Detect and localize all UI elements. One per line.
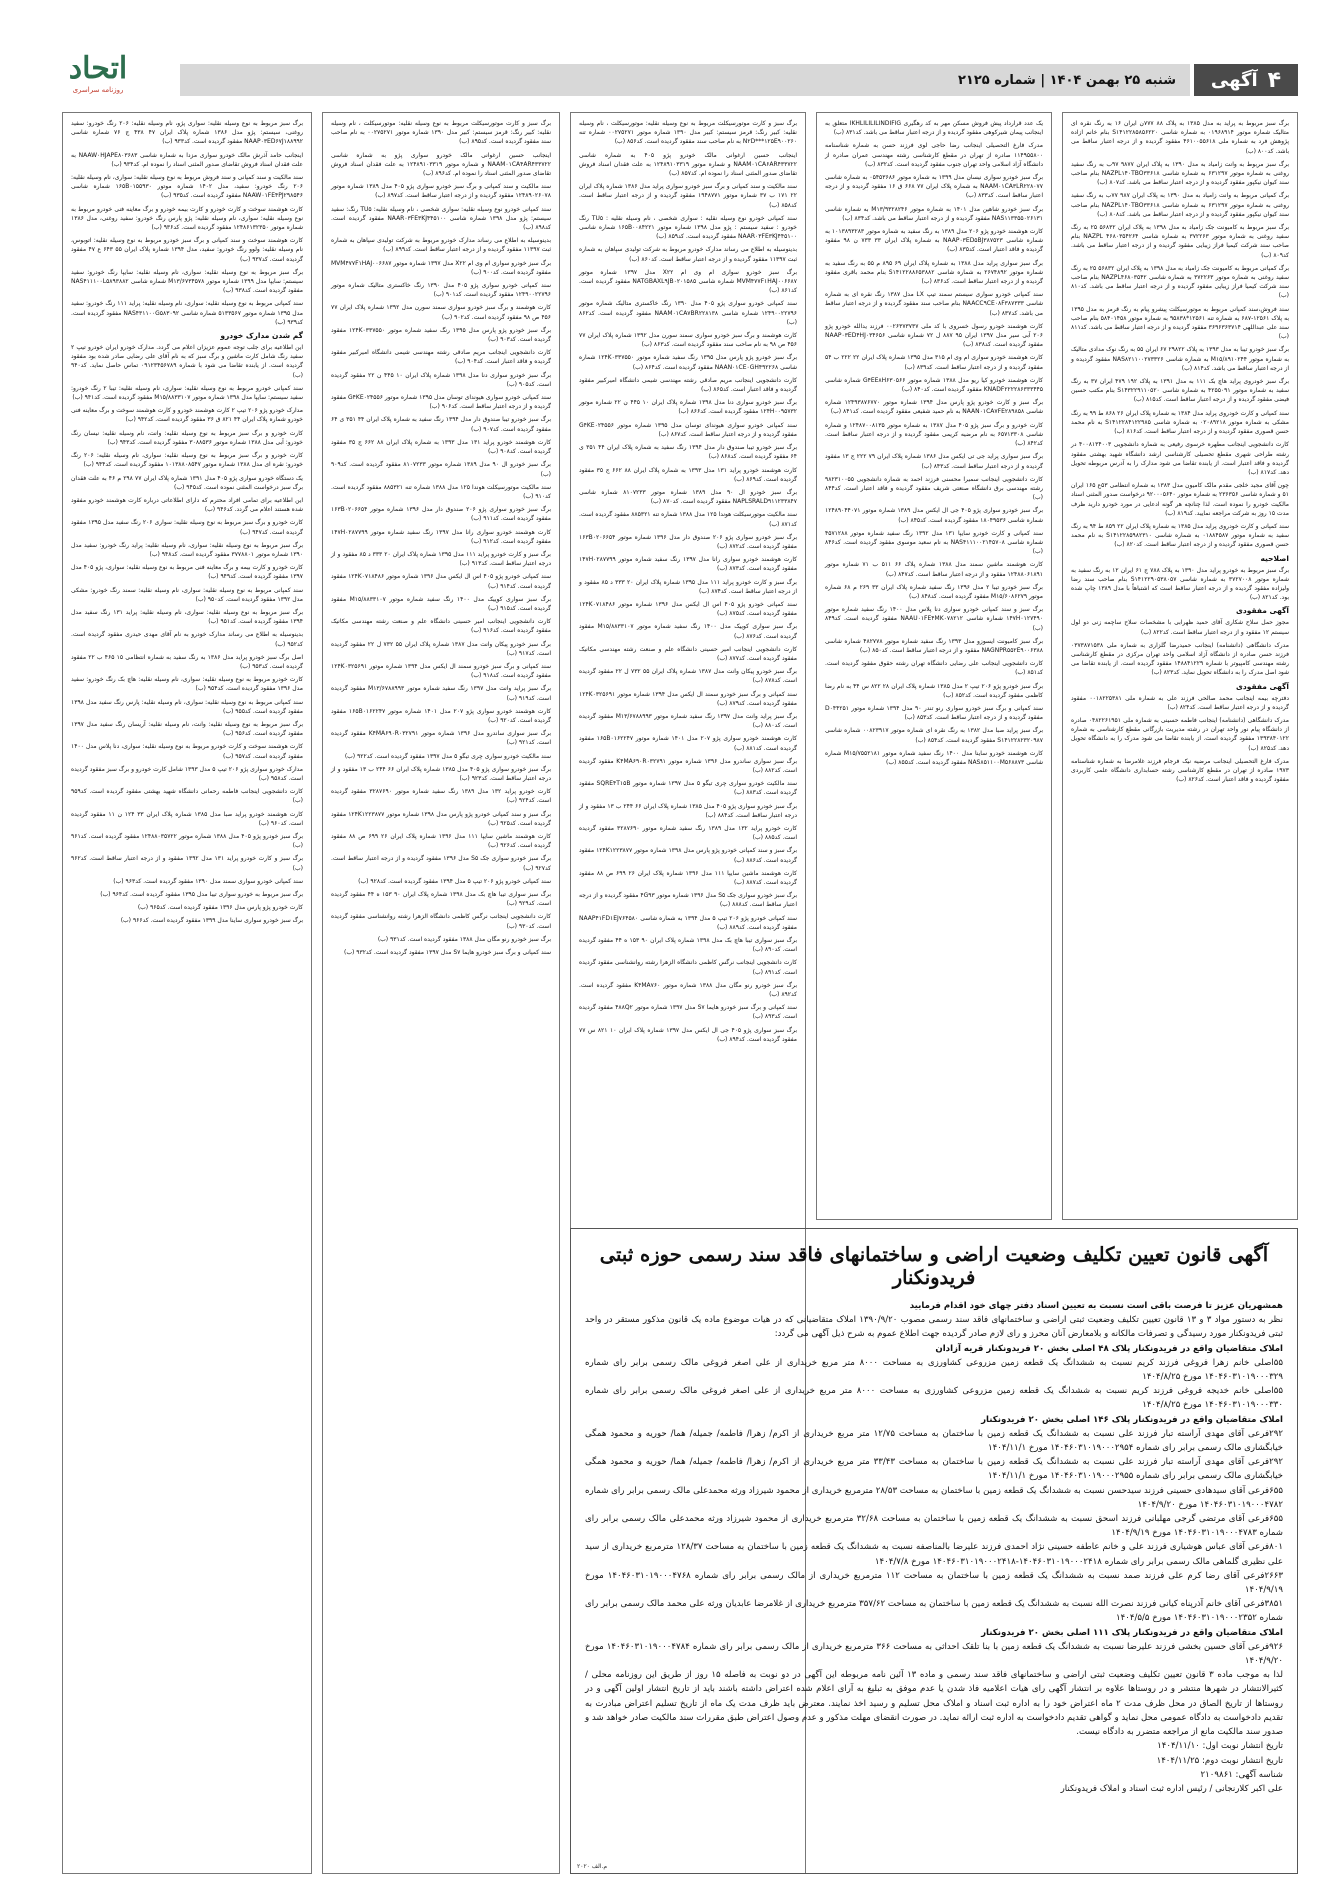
- classified-ad: برگ کمپانی مربوط به کامیونت جک زامیاد به مدل ۱۳۹۸ به پلاک ایران ۵۶۸۳۲ ۲۵ به رنگ سفید روغنی به شماره موتور ۳۷۲۲۶۳ به شماره شاسی NAZPL۴۶۸۰۳۵۴۲ بنام صاحب سند شرکت کیمیا فراز زیبایی مفقود گردیده و از درجه اعتبار ساقط می باشد. کد۸۱۰ (ب): [1071, 264, 1290, 300]
- classified-ad: سند کمپانی خودرو پژو ۴۰۵ اس ال ایکس مدل ۱۳۹۶ شماره موتور ۱۲۴K۰۷۱۸۴۸۶ مفقود گردیده است. کد۸۷۵ (ب): [579, 600, 797, 618]
- classified-ad: سند مالکیت موتورسیکلت هوندا ۱۲۵ مدل ۱۳۸۸ شماره تنه ۸۸۵۳۲۱ مفقود گردیده است. کد۹۱۰ (ب): [331, 483, 552, 500]
- classified-ad: برگ سبز سواری ساندرو مدل ۱۳۹۶ شماره موتور K۴MA۶۹۰R۰۳۲۷۹۱ مفقود گردیده است. کد۸۸۲ (ب): [579, 757, 797, 774]
- legal-notice-line: املاک متقاضیان واقع در فریدونکنار پلاک ۱۱۱ اصلی بخش ۲۰ فریدونکنار: [981, 1627, 1283, 1638]
- classified-ad: سند مالکیت موتورسیکلت هوندا ۱۲۵ مدل ۱۳۸۸ شماره تنه ۸۸۵۳۲۱ مفقود گردیده است. کد۸۷۱ (ب): [579, 511, 797, 528]
- classified-ad: کارت هوشمند خودرو پراید ۱۳۱ مدل ۱۳۹۳ به شماره پلاک ایران ۸۸ ۶۶۲ ج ۳۵ مفقود گردیده است. کد۹۰۸ (ب): [331, 438, 551, 456]
- ad-heading: گم شدن مدارک خودرو: [220, 331, 303, 341]
- classified-ad: یک عدد قرارداد پیش فروش مسکن مهر به کد رهگیری IKHLILILILINDIFIG متعلق به اینجانب پیمان شیرکوهی مفقود گردیده و از درجه اعتبار ساقط می باشد. کد۸۳۱ (ب): [825, 120, 1043, 137]
- classified-ad: کارت هوشمند و برگ سبز خودرو سواری سمند سورن مدل ۱۳۹۲ شماره پلاک ایران ۷۷ ۴۵۶ ص ۹۸ به نام صاحب سند مفقود گردیده است. کد۸۶۳ (ب): [579, 332, 797, 349]
- classified-ad: برگ سبز خودرو پیکان وانت مدل ۱۳۸۷ شماره پلاک ایران ۵۵ ۷۳۲ ل ۲۲ مفقود گردیده است. کد۸۷۸ (ب): [579, 668, 797, 685]
- classified-ad: اینجانب حسین ارغوانی مالک خودرو سواری پژو به شماره شاسی NAAM۰۱CA۴AR۴۳۳۷۲۲ و شماره موتور ۱۲۴۸۹۱۰۳۳۱۹ به علت فقدان اسناد فروش تقاضای صدور المثنی اسناد را نموده ام. کد۸۹۶ (ب): [331, 151, 551, 178]
- classified-ad: برگ سبز خودرو سواری پژو ۴۰۵ جی ال ایکس مدل ۱۳۸۹ شماره موتور ۱۲۴۸۹۰۴۴۰۷۱ شماره شاسی ۱۸۰۴۹۵۳۶ مفقود گردیده است. کد۸۴۵ (ب): [825, 507, 1044, 524]
- page-number-block: [1194, 64, 1298, 96]
- classified-ad: کارت خودرو پراید ۱۳۲ مدل ۱۳۸۹ رنگ سفید شماره موتور ۳۲۸۷۶۹۰ مفقود گردیده است. کد۹۲۴ (ب): [331, 788, 552, 805]
- classified-ad: یک دستگاه خودرو سواری پژو ۴۰۵ مدل ۱۳۹۱ شماره پلاک ایران ۷۷ ۲۹۸ م ۴۶ به علت فقدان برگ سبز درخواست المثنی نموده است. کد۹۴۵ (ب): [71, 474, 303, 491]
- classified-ad: برگ سبز خودرو سواری ام وی ام X۲۲ مدل ۱۳۹۷ شماره موتور MVM۴۷۷F۱HAJ۰۰۶۶۸۷ شماره شاسی NATGBAXL۹JB۰۲۰۱۵۸۵ مفقود گردیده است. کد۸۶۱ (ب): [579, 268, 797, 295]
- classified-ad: برگ سبز مربوط به کامیونت جک زامیاد به مدل ۱۳۹۸ به پلاک ایران ۵۶۸۳۲ ۲۵ به رنگ سفید روغنی به شماره موتور ۳۷۲۲۶۳ به شماره شاسی ۴۶۸۰۳۵۴۲۶۴ NAZPL بنام صاحب سند شرکت کیمیا فراز زیبایی مفقود گردیده و از درجه اعتبار ساقط می باشد. کد۸۰۹ (ب): [1071, 224, 1289, 259]
- classified-ad: برگ سبز سواری پراید مدل ۱۳۸۸ به شماره پلاک ایران ۶۹ ۸۹۵ م ۵۵ به رنگ سفید به شماره موتور ۲۶۷۴۸۹۲ به شماره شاسی S۱۴۱۲۲۸۸۶۵۳۸۸۲ بنام محمد باقری مفقود گردیده و از درجه اعتبار ساقط است. کد۸۳۶ (ب): [825, 259, 1043, 286]
- classified-ad: برگ سبز و سند کمپانی خودرو سواری دنا پلاس مدل ۱۴۰۰ رنگ سفید شماره موتور ۱۴۷H۰۱۲۷۴۹۰ شماره شاسی NAAU۰۱FE۴MK۰۷۸۲۱۲ مفقود گردیده است. کد۸۴۹ (ب): [825, 606, 1043, 632]
- classified-ad: برگ سبز و کارت خودرو پژو پارس مدل ۱۳۹۴ شماره موتور ۱۲۴۹۳۸۷۶۷۷۰ شماره شاسی NAAN۰۱CA۷FE۲۸۹۸۵۸ به نام حمید شفیعی مفقود گردیده است. کد۸۴۱ (ب): [825, 399, 1043, 416]
- classified-ad: سند کمپانی و برگ سبز خودرو هایما S۷ مدل ۱۳۹۷ مفقود گردیده است. کد۹۳۲ (ب): [344, 949, 551, 957]
- legal-notice-line: نظر به دستور مواد ۳ و ۱۳ قانون تعیین تکلیف وضعیت ثبتی اراضی و ساختمانهای فاقد سند رسمی مصوب ۱۳۹۰/۹/۲۰ املاک متقاضیانی که در هیات موضوع ماده یک قانون مذکور مستقر در واحد ثبتی فریدونکنار مورد رسیدگی و تصرفات مالکانه و بلامعارض آنان محرز و رای لازم صادر گردیده جهت اطلاع عموم به شرح ذیل آگهی می گردد:: [585, 1315, 1284, 1340]
- classified-ad: کارت هوشمند خودرو سواری رانا مدل ۱۳۹۷ رنگ سفید شماره موتور ۱۴۷H۰۲۸۷۷۹۹ مفقود گردیده است. کد۸۷۳ (ب): [579, 556, 798, 573]
- classified-ad: کارت هوشمند ماشین سایپا ۱۱۱ مدل ۱۳۹۶ شماره پلاک ایران ۲۶ ۶۹۹ ص ۸۸ مفقود گردیده است. کد۹۲۶ (ب): [331, 833, 551, 850]
- classified-ad: کارت دانشجویی اینجانب مریم صادقی رشته مهندسی شیمی دانشگاه امیرکبیر مفقود گردیده و فاقد اعتبار است. کد۸۶۵ (ب): [579, 376, 797, 394]
- classified-ad: برگ سبز مربوط به نوع وسیله نقلیه: سواری، نام وسیله نقلیه: پراید رنگ خودرو: سفید مدل ۱۳۹۰ شماره موتور ۳۷۷۸۸۰۱ مفقود گردیده است. کد۹۴۸ (ب): [71, 541, 303, 558]
- classified-ad: مدرک دانشگاهی (دانشنامه) اینجانب فاطمه حسینی به شماره ملی ۰۴۸۲۲۶۱۹۵۱ صادره از دانشگاه پیام نور واحد تهران در رشته مدیریت بازرگانی مقطع کارشناسی به شماره ۱۳۹۳۸۴۰۱۲۲ مفقود گردیده است. از یابنده تقاضا می شود مدرک را به دانشگاه تحویل دهد. کد۸۲۵ (ب): [1071, 716, 1290, 752]
- classified-ad: برگ سبز پراید وانت مدل ۱۳۹۷ رنگ سفید شماره موتور M۱۳/۶۷۸۸۹۹۳ مفقود گردیده است. کد۹۱۹ (ب): [331, 685, 552, 702]
- classified-ad: برگ سبز سواری ساندرو مدل ۱۳۹۶ شماره موتور K۴MA۶۹۰R۰۳۲۷۹۱ مفقود گردیده است. کد۹۲۱ (ب): [331, 730, 551, 747]
- classified-ad: کارت دانشجویی اینجانب امیر حسینی دانشگاه علم و صنعت رشته مهندسی مکانیک مفقود گردیده است. کد۸۷۷ (ب): [579, 645, 797, 662]
- classified-ad: برگ سبز خودرو رنو مگان مدل ۱۳۸۸ شماره موتور K۴MA۷۶۰ مفقود گردیده است. کد۸۹۲ (ب): [579, 981, 797, 999]
- classified-ad: برگ سبز خودرو سواری پژو ۲۰۶ صندوق دار مدل ۱۳۹۶ شماره موتور ۱۶۳B۰۲۰۶۶۵۴ مفقود گردیده است. کد۹۱۱ (ب): [331, 506, 552, 523]
- classified-ad: کارت دانشجویی اینجانب سمیرا محسنی فرزند احمد به شماره دانشجویی ۹۸۲۳۱۰۰۵۵ رشته مهندسی برق دانشگاه صنعتی شریف مفقود گردیده و فاقد اعتبار است. کد۸۴۴ (ب): [825, 475, 1043, 502]
- classified-ad: برگ سبز مربوط به خودرو پراید مدل ۱۳۹۰ به پلاک ۷۸۸ ج ۶۱ ایران ۱۲ به رنگ سفید به شماره موتور ۳۷۲۷۰۰۸ به شماره شاسی S۱۴۱۲۲۹۰۵۳۸۰۵۷ بنام صاحب سند رضا ولیزاده مفقود گردیده و از درجه اعتبار ساقط است که اشتباهاً با مدل ۱۳۸۹ چاپ شده بود. کد۸۲۱ (ب): [1071, 566, 1290, 602]
- classified-ad: کارت خودرو و برگ سبز پژو ۴۰۵ مدل ۱۳۸۷ به شماره موتور ۱۲۴۸۷۰۰۸۱۳۵ و شماره شاسی ۶۵۷۱۳۳۰۸ به نام مرضیه کریمی مفقود گردیده و از درجه اعتبار ساقط است. کد۸۴۲ (ب): [825, 421, 1043, 448]
- legal-notice-line: ۲۹۲فرعی آقای مهدی آراسته تبار فرزند علی نسبت به ششدانگ یک قطعه زمین با ساختمان به مساحت ۳۳/۴۳ متر مربع خریداری از اکرم/ زهرا/ فاطمه/ جمیله/ هما/ حوریه و محمود همگی خیابگشاری مالک رسمی برابر رای شماره ۱۴۰۴۶۰۳۱۰۱۹۰۰۰۲۹۵۵ مورخ ۱۴۰۴/۱۱/۱: [585, 1457, 1283, 1482]
- classified-ad: برگ سبز مربوط به نوع وسیله نقلیه: سواری پژو، نام وسیله نقلیه: ۲۰۶ رنگ خودرو: سفید روغنی، سیستم: پژو مدل ۱۳۸۶ شماره پلاک ایران ۴۷ ۴۳۸ ج ۷۶ شماره شاسی NAAP۰۳ED۶۷J۱۸۸۹۹۲ مفقود گردیده است. کد۹۳۳ (ب): [71, 120, 303, 146]
- classified-ad: کارت هوشمند سوخت و کارت خودرو مربوط به نوع وسیله نقلیه: سواری، دنا پلاس مدل ۱۴۰۰ مفقود گردیده است. کد۹۵۷ (ب): [71, 743, 303, 760]
- classified-ad: کارت خودرو و برگ سبز مربوط به نوع وسیله نقلیه: وانت، نام وسیله نقلیه: نیسان رنگ خودرو: آبی مدل ۱۳۸۸ شماره موتور ۳۰۸۸۵۳۶ مفقود گردیده است. کد۹۴۳ (ب): [71, 429, 303, 446]
- classified-ad: کارت خودرو و برگ سبز مربوط به نوع وسیله نقلیه: سواری، نام وسیله نقلیه: ۲۰۶ رنگ خودرو: نقره ای مدل ۱۳۸۸ شماره موتور ۱۰۱۳۸۸۰۸۵۴۷ مفقود گردیده است. کد۹۴۴ (ب): [71, 452, 303, 469]
- classified-ad: مدارک خودرو سواری پژو ۲۰۶ تیپ ۵ مدل ۱۳۹۳ شامل کارت خودرو و برگ سبز مفقود گردیده است. کد۹۵۸ (ب): [71, 765, 303, 782]
- classified-ad: برگ سبز و سند کمپانی خودرو پژو پارس مدل ۱۳۹۸ شماره موتور ۱۲۴K۱۲۲۳۸۷۷ مفقود گردیده است. کد۹۲۵ (ب): [331, 810, 551, 827]
- classified-ad: مدارک خودرو پژو ۲۰۶ تیپ ۲ کارت هوشمند خودرو و کارت هوشمند سوخت و برگ معاینه فنی خودرو شماره پلاک ایران ۴۴ ۸۲۱ ق ۳۶ مفقود گردیده است. کد۹۴۲ (ب): [71, 407, 303, 424]
- ad-heading: اصلاحیه: [1260, 553, 1289, 563]
- classified-ad: سند کمپانی خودرو سواری پژو ۴۰۵ مدل ۱۳۹۰ رنگ خاکستری متالیک شماره موتور ۱۲۴۹۰۰۲۲۷۹۶ مفقود گردیده است. کد۹۰۱ (ب): [331, 282, 552, 299]
- legal-notice-line: ۸۰۱فرعی آقای عباس هوشیاری فرزند علی و خانم عاطفه حسینی نژاد احمدی فرزند علیرضا بالمناصفه نسبت به ششدانگ یک قطعه زمین با ساختمان به مساحت ۱۲۸/۳۷ مترمربع خریداری از سید علی نظیری گلماهی مالک رسمی برابر رای شماره ۱۴۰۴۶۰۳۱۰۱۹۰۰۰۲۴۱۸-۱۴۰۴۶۰۳۱۰۱۹۰۰۰۲۴۱۸ مورخ ۱۴۰۴/۷/۸: [585, 1542, 1283, 1567]
- classified-ad: کارت دانشجویی اینجانب امیر حسینی دانشگاه علم و صنعت رشته مهندسی مکانیک مفقود گردیده است. کد۹۱۶ (ب): [331, 618, 551, 635]
- legal-notice-line: ۳۸۵۱فرعی آقای خانم آذرپناه کیانی فرزند نصرت الله نسبت به ششدانگ یک قطعه زمین با ساختمان به مساحت ۳۵۷/۶۲ مترمربع خریداری از غلامرضا عابدیان ورثه علی محمد مالک رسمی برابر رای شماره ۱۴۰۴۶۰۳۱۰۱۹۰۰۰۲۳۵۲ مورخ ۱۴۰۴/۵/۵: [585, 1599, 1283, 1624]
- classified-ad: سند کمپانی خودرو سواری سیستم سمند تیپ LX مدل ۱۳۸۷ رنگ نقره ای به شماره شاسی NAACC۹CE۰۸F۳۸۷۳۳۳ بنام صاحب سند مفقود گردیده و از درجه اعتبار ساقط می باشد. کد۸۳۷ (ب): [825, 291, 1044, 317]
- classified-ad: برگ سبز خودرو سواری پژو ۴۰۵ مدل ۱۳۸۵ شماره پلاک ایران ۶۶ ۲۴۴ ب ۱۳ مفقود و از درجه اعتبار ساقط است. کد۸۸۴ (ب): [579, 802, 797, 819]
- legal-notice-line: ۲۹۲فرعی آقای مهدی آراسته تبار فرزند علی نسبت به ششدانگ یک قطعه زمین با ساختمان به مساحت ۱۲/۷۵ متر مربع خریداری از اکرم/ زهرا/ فاطمه/ جمیله/ هما/ حوریه و محمود همگی خیابگشاری مالک رسمی برابر رای شماره ۱۴۰۴۶۰۳۱۰۱۹۰۰۰۲۹۵۴ مورخ ۱۴۰۴/۱۱/۱: [585, 1428, 1283, 1454]
- classified-ad: کارت هوشمند خودرو سواری پژو ۲۰۷ مدل ۱۴۰۱ شماره موتور ۱۶۵B۰۱۶۲۲۴۷ مفقود گردیده است. کد۸۸۱ (ب): [579, 735, 797, 752]
- legal-notice-signature: علی اکبر کلارنجانی / رئیس اداره ثبت اسناد و املاک فریدونکنار: [1060, 1783, 1283, 1794]
- classified-ad: برگ سبز مربوط به خودرو سواری تیبا مدل ۱۳۹۵ مفقود گردیده است. کد۹۶۴ (ب): [100, 891, 303, 899]
- classified-ad: کارت هوشمند خودرو سواری ام وی ام ۳۱۵ مدل ۱۳۹۵ شماره پلاک ایران ۲۲ ۲۲۲ ب ۵۴ مفقود گردیده و از درجه اعتبار ساقط است. کد۸۳۹ (ب): [825, 354, 1043, 371]
- legal-notice-line: ۵۵اصلی خانم خدیجه فروغی فرزند کریم نسبت به ششدانگ یک قطعه زمین مزروعی کشاورزی به مساحت ۸۰۰۰ متر مربع خریداری از علی اصغر فروغی مالک رسمی برابر رای شماره ۱۴۰۴۶۰۳۱۰۱۹۰۰۰۳۳۰ مورخ ۱۴۰۴/۸/۲۵: [585, 1386, 1284, 1411]
- classified-ad: برگ سبز پراید صبا مدل ۱۳۸۲ به رنگ نقره ای شماره موتور ۰۰۸۲۳۹۱۷ شماره شاسی S۱۴۱۲۲۸۲۳۲۰۹۸۷ مفقود گردیده است. کد۸۵۴ (ب): [825, 727, 1043, 744]
- classified-ad: کارت هوشمند سوخت و کارت خودرو و کارت بیمه خودرو و برگ معاینه فنی خودرو مربوط به نوع وسیله نقلیه: سواری، نام وسیله نقلیه: پژو پارس رنگ خودرو: سفید روغنی، مدل ۱۳۸۶ شماره موتور ۱۲۴۸۶۱۳۲۳۵۰ مفقود گردیده است. کد۹۳۶ (ب): [71, 205, 303, 232]
- classified-ad: این اطلاعیه برای جلب توجه عموم عزیزان اعلام می گردد. مدارک خودرو ایران خودرو تیپ ۲ سفید رنگ شامل کارت ماشین و برگ سبز که به نام آقای علی رضایی صادر شده بود مفقود گردیده است. از یابنده تقاضا می شود با شماره ۰۹۱۲۳۴۵۶۷۸۹ تماس حاصل نماید. کد۹۴۰ (ب): [71, 344, 304, 379]
- legal-notice-line: ۵۵اصلی خانم زهرا فروغی فرزند کریم نسبت به ششدانگ یک قطعه زمین مزروعی کشاورزی به مساحت ۸۰۰۰ متر مربع خریداری از علی اصغر فروغی مالک رسمی برابر رای شماره ۱۴۰۴۶۰۳۱۰۱۹۰۰۰۳۲۹ مورخ ۱۴۰۴/۸/۲۵: [585, 1357, 1284, 1383]
- classified-ad: برگ سبز و کارت موتورسیکلت مربوط به نوع وسیله نقلیه: موتورسیکلت ، نام وسیله نقلیه: کبیر رنگ: قرمز سیستم: کبیر مدل ۱۳۹۰ شماره موتور ۰۰۲۷۵۲۷۱ شماره تنه N۲D***۱۲۵E۹۰۰۲۶۰ به نام صاحب سند مفقود گردیده است. کد۸۵۶ (ب): [579, 120, 797, 146]
- ads-column-2: [816, 112, 1052, 1220]
- classified-ad: برگ سبز سواری پراید جی تی ایکس مدل ۱۳۸۶ شماره پلاک ایران ۷۹ ۲۲۲ ج ۱۳ مفقود گردیده و از درجه اعتبار ساقط است. کد۸۴۳ (ب): [825, 453, 1043, 470]
- classified-ad: کارت هوشمند ماشین سایپا ۱۱۱ مدل ۱۳۹۶ شماره پلاک ایران ۲۶ ۶۹۹ ص ۸۸ مفقود گردیده است. کد۸۸۷ (ب): [579, 869, 797, 887]
- classified-ad: چون آقای مجید خلجی مقدم مالک کامیون مدل ۱۳۸۳ به شماره انتظامی ۵۳ع ۱۶۵ ایران ۵۱ و شماره شاسی ۲۳۶۳۵۶ به شماره موتور ۹۲۰۰۰۵۶۴۰ درخواست صدور المثنی اسناد مالکیت خودرو را نموده است. لذا چنانچه هر گونه ادعایی در مورد خودرو دارید ظرف مدت ۱۵ روز به شرکت مراجعه نمایید. کد۸۱۹ (ب): [1071, 482, 1289, 517]
- classified-ad: برگ سبز و کارت خودرو پراید ۱۳۱ مدل ۱۳۹۲ مفقود و از درجه اعتبار ساقط است. کد۹۶۲ (ب): [71, 855, 303, 872]
- classified-ad: کارت هوشمند خودرو سواری پژو ۲۰۷ مدل ۱۴۰۱ شماره موتور ۱۶۵B۰۱۶۲۲۴۷ مفقود گردیده است. کد۹۲۰ (ب): [331, 707, 552, 724]
- classified-ad: سند کمپانی و کارت خودروی پراید مدل ۱۳۸۵ به شماره پلاک ایران ۲۲ ۸۵۹ ط ۹۴ به رنگ سفید به شماره موتور ۰۱۸۸۴۵۸۷ به شماره شاسی S۱۴۱۲۲۸۵۹۸۲۳۱۰ به نام محمد حسن قصوری مفقود گردیده و از درجه اعتبار ساقط است. کد۸۲۰ (ب): [1071, 522, 1290, 549]
- classified-ad: برگ سبز خودرو سواری پژو ۴۰۵ مدل ۱۳۸۵ شماره پلاک ایران ۶۶ ۲۴۴ ب ۱۳ مفقود و از درجه اعتبار ساقط است. کد۹۲۳ (ب): [331, 765, 551, 782]
- classified-ad: برگ سبز خودرو سواری نیسان مدل ۱۳۹۹ به شماره موتور ۰۵۴۵۳۶۸۶ به شماره شاسی NAAM۰۱CA۳LR۲۲۸۰۷۷ به شماره پلاک ایران ۷۷ ۶۶۸ ق ۱۶ مفقود گردیده و از درجه اعتبار ساقط است. کد۸۳۳ (ب): [825, 174, 1043, 200]
- classified-ad: سند مالکیت و سند کمپانی و برگ سبز خودرو سواری پراید مدل ۱۳۸۶ شماره پلاک ایران ۲۲ ۱۷۱ ب ۳۷ شماره موتور ۱۹۴۸۷۷۱ مفقود گردیده و از درجه اعتبار ساقط است. کد۸۵۸ (ب): [579, 183, 797, 209]
- classified-ad: برگ سبز و کارت خودرو پراید ۱۱۱ مدل ۱۳۹۵ شماره پلاک ایران ۲۰ ۳۳۳ د ۸۵ مفقود و از درجه اعتبار ساقط است. کد۹۱۳ (ب): [331, 550, 551, 568]
- page-number: ۴: [1267, 67, 1282, 93]
- classified-ad: بدینوسیله به اطلاع می رساند مدارک خودرو به نام آقای مهدی حیدری مفقود گردیده است. کد۹۵۲ (ب): [71, 631, 303, 648]
- classified-ad: کارت دانشجویی اینجانب فاطمه رحمانی دانشگاه شهید بهشتی مفقود گردیده است. کد۹۵۹ (ب): [71, 788, 303, 805]
- classified-ad: برگ سبز سواری کوییک مدل ۱۴۰۰ رنگ سفید شماره موتور M۱۵/۸۸۳۳۱۰۷ مفقود گردیده است. کد۹۱۵ (ب): [331, 595, 552, 612]
- classified-ad: کارت هوشمند و برگ سبز خودرو سواری سمند سورن مدل ۱۳۹۲ شماره پلاک ایران ۷۷ ۴۵۶ ص ۹۸ مفقود گردیده است. کد۹۰۲ (ب): [331, 304, 551, 321]
- classified-ad: برگ سبز خودرو تیبا صندوق دار مدل ۱۳۹۴ رنگ سفید به شماره پلاک ایران ۴۴ ۳۵۱ ی ۶۴ مفقود گردیده است. کد۹۰۷ (ب): [331, 416, 552, 433]
- legal-notice-line: ۲۶۶۳فرعی آقای رضا کرم علی فرزند صمد نسبت به ششدانگ یک قطعه زمین با ساختمان به مساحت ۱۱۲ مترمربع خریداری از مالک رسمی برابر رای شماره ۱۴۰۴۶۰۳۱۰۱۹۰۰۰۴۷۶۸ مورخ ۱۴۰۴/۹/۱۹: [585, 1570, 1283, 1596]
- logo-subtitle: روزنامه سراسری: [72, 86, 124, 94]
- ad-heading: آگهی مفقودی: [1236, 606, 1289, 616]
- classified-ad: کارت هوشمند خودرو پژو ۲۰۶ مدل ۱۳۸۹ به رنگ سفید به شماره موتور ۱۰۱۳۸۹۳۲۸۳ به شماره شاسی NAAP۰۳ED۵BJ۳۸۷۵۲۳ به شماره پلاک ایران ۳۳ ۷۳۳ ن ۹۸ مفقود گردیده و فاقد اعتبار است. کد۸۳۵ (ب): [825, 228, 1043, 254]
- classified-ad: سند کمپانی و کارت خودرو سایپا ۱۳۱ مدل ۱۳۹۲ رنگ سفید شماره موتور ۴۵۷۱۲۸۸ شماره شاسی NAS۴۱۱۱۰۰۲۱۴۵۷۰۸ به نام سعید موسوی مفقود گردیده است. کد۸۴۶ (ب): [825, 529, 1043, 556]
- classified-ad: سند کمپانی و برگ سبز خودرو هایما S۷ مدل ۱۳۹۷ شماره موتور ۴۸۸Q۲ مفقود گردیده است. کد۸۹۳ (ب): [579, 1004, 797, 1021]
- classified-ad: سند کمپانی مربوط به نوع وسیله نقلیه: سواری، نام وسیله نقلیه: سمند رنگ خودرو: مشکی مدل ۱۳۹۲ مفقود گردیده است. کد۹۵۰ (ب): [71, 586, 303, 603]
- legal-notice-box: [570, 1228, 1298, 1874]
- date-issue-strip: [180, 64, 1190, 96]
- classified-ad: این اطلاعیه برای تمامی افراد محترم که دارای اطلاعاتی درباره کارت هوشمند خودرو مفقود شده هستند اعلام می گردد. کد۹۴۶ (ب): [71, 496, 303, 514]
- classified-ad: کارت دانشجویی اینجانب مطهره خرسوی رفیعی به شماره دانشجویی ۴۰۰۸۱۳۴۰۰۳ در رشته طراحی شهری مقطع تحصیلی کارشناسی ارشد دانشگاه شهید بهشتی مفقود گردیده و فاقد اعتبار است. از یابنده تقاضا می شود مدارک را به آدرس مربوطه تحویل دهد. کد۸۱۷ (ب): [1071, 441, 1289, 476]
- classified-ad: برگ سبز و سند کمپانی خودرو پژو پارس مدل ۱۳۹۸ شماره موتور ۱۲۴K۱۲۲۳۸۷۷ مفقود گردیده است. کد۸۸۶ (ب): [579, 847, 798, 864]
- ad-heading: آگهی مفقودی: [1236, 681, 1289, 691]
- classified-ad: کارت هوشمند خودرو پراید ۱۳۱ مدل ۱۳۹۳ به شماره پلاک ایران ۸۸ ۶۶۲ ج ۳۵ مفقود گردیده است. کد۸۶۹ (ب): [579, 466, 797, 483]
- classified-ad: برگ سبز سواری تیبا هاچ بک مدل ۱۳۹۸ شماره پلاک ایران ۹۰ ۱۵۳ ه ۴۴ مفقود گردیده است. کد۸۹۰ (ب): [579, 937, 797, 954]
- classified-ad: سند کمپانی مربوط به نوع وسیله نقلیه: سواری، نام وسیله نقلیه: پراید ۱۱۱ رنگ خودرو: سفید مدل ۱۳۹۵ شماره موتور ۵۱۳۳۵۶۷ شماره شاسی NAS۴۳۱۱۰۰G۵۸۳۰۹۲ مفقود گردیده است. کد۹۳۹ (ب): [71, 300, 303, 326]
- section-name: آگهی: [1210, 69, 1258, 91]
- classified-ad: اینجانب حسین ارغوانی مالک خودرو پژو ۴۰۵ به شماره شاسی NAAM۰۱CA۶AR۴۳۳۷۲۲ و شماره موتور ۱۲۴۸۹۱۰۳۳۱۹ به علت فقدان اسناد فروش تقاضای صدور المثنی اسناد را نموده ام. کد۸۵۷ (ب): [579, 151, 797, 178]
- classified-ad: برگ سبز خودرو سواری جک S۵ مدل ۱۳۹۶ شماره موتور ۴G۹۳ مفقود گردیده و از درجه اعتبار ساقط است. کد۸۸۸ (ب): [578, 892, 797, 909]
- classified-ad: برگ سبز خودرو شاهین مدل ۱۴۰۱ به شماره موتور M۱۳/۹۳۲۸۲۴۶ به شماره شاسی NAS۱۱۳۳۵۵۰۲۶۱۳۱ مفقود گردیده و از درجه اعتبار ساقط می باشد. کد۸۳۴ (ب): [825, 205, 1043, 222]
- ads-columns: [62, 112, 1298, 1874]
- classified-ad: برگ سبز خودرو ال ۹۰ مدل ۱۳۸۹ شماره موتور ۸۱۰۷۲۳۳ شماره شاسی NAPLSRALD۹۱۱۲۳۳۸۴۷ مفقود گردیده است. کد۸۷۰ (ب): [579, 488, 797, 506]
- classified-ad: بدینوسیله به اطلاع می رساند مدارک خودرو مربوط به شرکت تولیدی سپاهان به شماره ثبت ۱۱۳۹۷ مفقود گردیده و از درجه اعتبار ساقط است. کد۸۶۰ (ب): [579, 246, 797, 263]
- classified-ad: برگ سبز مربوط به پراید به مدل ۱۳۸۵ به پلاک ۸۸ ۷۷۷ن ایران ۱۶ به رنگ نقره ای متالیک شماره موتور ۰۱۹۶۸۹۱۴ به شماره شاسی S۱۴۱۲۲۸۵۸۵۶۲۲۰ بنام خانم ازاده پژوهش فرد به شماره ملی ۴۶۱۰۰۵۵۶۱۸ مفقود گردیده و از درجه اعتبار ساقط می باشد. کد۸۰۰ (ب): [1071, 120, 1290, 155]
- classified-ad: سند کمپانی و کارت خودروی پراید مدل ۱۳۸۴ به شماره پلاک ایران ۲۶ ۸۶۸ ط ۹۹ به رنگ مشکی به شماره موتور ۰۲۰۸۹۲۱۸ به شماره شاسی S۱۴۱۲۲۸۴۱۲۲۹۸۵ به نام محمد حسن قصوری مفقود گردیده و از درجه اعتبار ساقط است. کد۸۱۶ (ب): [1071, 409, 1289, 436]
- classified-ad: برگ سبز خودرو سواری ام وی ام X۲۲ مدل ۱۳۹۷ شماره موتور MVM۴۷۷F۱HAJ۰۰۶۶۸۷ مفقود گردیده است. کد۹۰۰ (ب): [331, 259, 551, 276]
- newspaper-logo: [28, 42, 168, 106]
- ads-column-1: [1062, 112, 1298, 1220]
- classified-ad: سند کمپانی خودرو پژو ۲۰۶ تیپ ۵ مدل ۱۳۹۴ به شماره شاسی NAAP۴۱FD۱EJ۷۶۴۵۸۰ مفقود گردیده است. کد۸۸۹ (ب): [579, 914, 798, 931]
- classified-ad: کارت دانشجویی اینجانب علی رضایی دانشگاه تهران رشته حقوق مفقود گردیده است. کد۸۵۱ (ب): [825, 660, 1043, 677]
- classified-ad: سند کمپانی مربوط به نوع وسیله نقلیه: سواری، نام وسیله نقلیه: پارس رنگ سفید مدل ۱۳۹۸ مفقود گردیده است. کد۹۵۵ (ب): [71, 698, 303, 715]
- legal-notice-line: املاک متقاضیان واقع در فریدونکنار پلاک ۴۸ اصلی بخش ۲۰ فریدونکنار قریه آزادان: [935, 1343, 1283, 1354]
- classified-ad: کارت هوشمند خودرو پراید صبا مدل ۱۳۸۵ شماره پلاک ایران ۳۳ ۱۲۴ ن ۱۱ مفقود گردیده است. کد۹۶۰ (ب): [71, 810, 303, 827]
- classified-ad: برگ سبز مربوط به نوع وسیله نقلیه: سواری، نام وسیله نقلیه: سایپا رنگ خودرو: سفید سیستم: سایپا مدل ۱۳۹۹ شماره موتور M۱۳/۶۷۳۴۵۷۸ شماره شاسی NAS۴۱۱۱۰۰L۵۸۹۳۸۸۲ مفقود گردیده است. کد۹۳۸ (ب): [71, 268, 303, 295]
- classified-ad: برگ سبز و کارت خودرو پراید ۱۱۱ مدل ۱۳۹۵ شماره پلاک ایران ۲۰ ۳۳۳ د ۸۵ مفقود و از درجه اعتبار ساقط است. کد۸۷۴ (ب): [579, 578, 797, 595]
- classified-ad: برگ سبز خودرو سواری پژو ۲۰۶ صندوق دار مدل ۱۳۹۶ شماره موتور ۱۶۳B۰۲۰۶۶۵۴ مفقود گردیده است. کد۸۷۲ (ب): [579, 533, 798, 550]
- classified-ad: سند کمپانی خودرو مربوط به نوع وسیله نقلیه: سواری، نام وسیله نقلیه: تیبا ۲ رنگ خودرو: سفید سیستم: سایپا مدل ۱۳۹۸ شماره موتور M۱۵/۸۸۳۳۱۰۷ مفقود گردیده است. کد۹۴۱ (ب): [71, 384, 303, 402]
- classified-ad: برگ سبز پراید وانت مدل ۱۳۹۷ رنگ سفید شماره موتور M۱۳/۶۷۸۸۹۹۳ مفقود گردیده است. کد۸۸۰ (ب): [579, 712, 798, 730]
- classified-ad: مدرک فارغ التحصیلی اینجانب رضا حاجی لوی فرزند حسن به شماره شناسنامه ۱۱۴۹۵۵۸۰۰ صادره از تهران در مقطع کارشناسی رشته مهندسی عمران صادره از دانشگاه آزاد اسلامی واحد تهران جنوب مفقود گردیده است. کد۸۳۲ (ب): [825, 142, 1043, 168]
- classified-ad: برگ سبز مربوط به نوع وسیله نقلیه: وانت، نام وسیله نقلیه: آریسان رنگ سفید مدل ۱۳۹۷ مفقود گردیده است. کد۹۵۶ (ب): [71, 720, 303, 738]
- classified-ad: اصل برگ سبز خودرو پراید مدل ۱۳۸۶ به رنگ سفید به شماره انتظامی ۱۵ ۴۶۵ ب ۲۲ مفقود گردیده است. کد۹۵۳ (ب): [71, 653, 304, 670]
- classified-ad: کارت دانشجویی اینجانب نرگس کاظمی دانشگاه الزهرا رشته روانشناسی مفقود گردیده است. کد۹۳۰ (ب): [331, 913, 551, 930]
- legal-notice-line: املاک متقاضیان واقع در فریدونکنار پلاک ۱۴۶ اصلی بخش ۲۰ فریدونکنار: [981, 1414, 1283, 1425]
- classified-ad: برگ سبز خودرو پژو ۲۰۶ تیپ ۲ مدل ۱۳۸۵ شماره پلاک ایران ۲۸ ۸۲۲ س ۴۴ به نام رضا کاظمی مفقود گردیده است. کد۸۵۲ (ب): [825, 682, 1044, 699]
- classified-ad: برگ سبز خودرو ال ۹۰ مدل ۱۳۸۹ شماره موتور ۸۱۰۷۲۳۳ مفقود گردیده است. کد۹۰۹ (ب): [331, 461, 551, 478]
- ads-column-4: [322, 112, 560, 1874]
- classified-ad: سند کمپانی و برگ سبز خودرو سمند ال ایکس مدل ۱۳۹۴ شماره موتور ۱۲۴K۰۳۲۵۶۹۱ مفقود گردیده است. کد۸۷۹ (ب): [579, 690, 797, 707]
- classified-ad: کارت خودرو و برگ سبز مربوط به نوع وسیله نقلیه: سواری ۲۰۶ رنگ سفید مدل ۱۳۹۵ مفقود گردیده است. کد۹۴۷ (ب): [71, 519, 304, 536]
- classified-ad: سند مالکیت و سند کمپانی و سند فروش مربوط به نوع وسیله نقلیه: سواری، نام وسیله نقلیه: ۲۰۶ رنگ خودرو: سفید، مدل ۱۴۰۲ شماره موتور ۱۶۵B۰۱۵۵۹۳۰ شماره شاسی NAAW۰۱FE۴PJ۲۹۸۵۴۶ مفقود گردیده است. کد۹۳۵ (ب): [71, 174, 303, 200]
- classified-ad: کارت هوشمند خودرو ساینا مدل ۱۴۰۰ رنگ سفید شماره موتور M۱۵/۷۵۵۲۱۸۱ شماره شاسی NAS۸۵۱۱۰۰M۵۶۸۸۷۳ مفقود گردیده است. کد۸۵۵ (ب): [825, 749, 1043, 766]
- classified-ad: سند کمپانی و برگ سبز خودرو سواری رنو تندر ۹۰ مدل ۱۳۹۴ شماره موتور D۰۴۴۲۵۱ مفقود گردیده و از درجه اعتبار ساقط است. کد۸۵۳ (ب): [825, 704, 1043, 722]
- classified-ad: برگ سبز سواری پژو ۴۰۵ جی ال ایکس مدل ۱۳۹۷ شماره پلاک ایران ۱۰ ۸۲۱ س ۷۷ مفقود گردیده است. کد۸۹۴ (ب): [579, 1026, 797, 1043]
- classified-ad: برگ سبز خودرو تیبا ۲ مدل ۱۳۹۶ رنگ سفید شماره پلاک ایران ۳۳ ۲۶۹ م ۶۸ شماره موتور M۱۵/۶۰۸۶۲۷۹ مفقود گردیده است. کد۸۴۸ (ب): [825, 583, 1043, 600]
- classified-ad: سند کمپانی و برگ سبز خودرو سمند ال ایکس مدل ۱۳۹۴ شماره موتور ۱۲۴K۰۳۲۵۶۹۱ مفقود گردیده است. کد۹۱۸ (ب): [331, 662, 551, 680]
- classified-ad: دفترچه بیمه اینجانب محمد صالحی فرزند علی به شماره ملی ۰۰۱۸۲۲۵۳۸۱ مفقود گردیده و از درجه اعتبار ساقط است. کد۸۲۴ (ب): [1071, 694, 1289, 711]
- classified-ad: مدرک فارغ التحصیلی اینجانب مرضیه نیک فرجام فرزند غلامرضا به شماره شناسنامه ۱۹۷۳ صادره از تهران در مقطع کارشناسی رشته حسابداری دانشگاه علمی کاربردی مفقود گردیده و فاقد اعتبار است. کد۸۲۶ (ب): [1071, 757, 1289, 784]
- classified-ad: مدرک دانشگاهی (دانشنامه) اینجانب حمیدرضا گلزاری به شماره ملی ۰۳۷۳۸۷۱۵۳۸ فرزند حسن صادره از دانشگاه آزاد اسلامی واحد تهران مرکزی در مقطع کارشناسی رشته مهندسی کامپیوتر با شماره ۱۴۸۸۴۱۲۲۹ مفقود گردیده است. از یابنده تقاضا می شود اصل مدرک را به دانشگاه تحویل نماید. کد۸۲۳ (ب): [1071, 641, 1289, 677]
- legal-notice-line: تاریخ انتشار نوبت دوم: ۱۴۰۴/۱۱/۲۵: [1156, 1755, 1283, 1766]
- classified-ad: برگ سبز مربوط به نوع وسیله نقلیه: سواری، نام وسیله نقلیه: پراید ۱۳۱ رنگ سفید مدل ۱۳۹۴ مفقود گردیده است. کد۹۵۱ (ب): [71, 608, 304, 626]
- classified-ad: کارت هوشمند خودرو سواری رانا مدل ۱۳۹۷ رنگ سفید شماره موتور ۱۴۷H۰۲۸۷۷۹۹ مفقود گردیده است. کد۹۱۲ (ب): [331, 528, 552, 545]
- classified-ad: کارت هوشمند ماشین سمند مدل ۱۳۸۸ شماره پلاک ۶۶ ۵۱۱ ب ۷۱ شماره موتور ۱۲۴۸۸۰۶۱۸۹۱ مفقود و از درجه اعتبار ساقط است. کد۸۴۷ (ب): [825, 561, 1043, 578]
- classified-ad: سند کمپانی خودرو پژو ۲۰۶ تیپ ۵ مدل ۱۳۹۴ مفقود گردیده است. کد۹۲۸ (ب): [358, 877, 551, 885]
- classified-ad: کارت دانشجویی اینجانب نرگس کاظمی دانشگاه الزهرا رشته روانشناسی مفقود گردیده است. کد۸۹۱ (ب): [579, 959, 797, 976]
- classified-ad: برگ سبز سواری کوییک مدل ۱۴۰۰ رنگ سفید شماره موتور M۱۵/۸۸۳۳۱۰۷ مفقود گردیده است. کد۸۷۶ (ب): [579, 623, 798, 640]
- classified-ad: برگ سبز خودرو پژو پارس مدل ۱۳۹۵ رنگ سفید شماره موتور ۱۲۴K۰۳۳۷۵۵۰ شماره شاسی NAAN۰۱CE۰GH۴۹۲۲۶۸ مفقود گردیده است. کد۸۶۴ (ب): [579, 354, 797, 371]
- classified-ad: کارت خودرو پراید ۱۳۲ مدل ۱۳۸۹ رنگ سفید شماره موتور ۳۲۸۷۶۹۰ مفقود گردیده است. کد۸۸۵ (ب): [579, 825, 798, 842]
- classified-ad: اینجانب حامد آذرش مالک خودرو سواری مزدا به شماره شاسی NAAW۰HJAPE۸۰۳۶۸۳ به علت فقدان اسناد فروش تقاضای صدور المثنی اسناد را نموده ام. کد۹۳۴ (ب): [71, 151, 303, 168]
- classified-ad: سند کمپانی خودرو نوع وسیله نقلیه: سواری شخصی ، نام وسیله نقلیه: TU۵ رنگ: سفید سیستم: پژو مدل ۱۳۹۸ شماره شاسی NAAR۰۳FE۳KJ۴۴۵۱۰۰ مفقود گردیده است. کد۸۹۸ (ب): [331, 205, 551, 232]
- classified-ad: سند مالکیت خودرو سواری چری تیگو ۵ مدل ۱۳۹۷ شماره موتور SQRE۴T۱۵B مفقود گردیده است. کد۸۸۳ (ب): [579, 780, 798, 797]
- classified-ad: کارت خودرو و کارت بیمه و برگ معاینه فنی مربوط به نوع وسیله نقلیه: سواری، پژو ۴۰۵ مدل ۱۳۹۷ مفقود گردیده است. کد۹۴۹ (ب): [71, 564, 303, 581]
- classified-ad: کارت خودرو مربوط به نوع وسیله نقلیه: سواری، نام وسیله نقلیه: هاچ بک رنگ خودرو: سفید مدل ۱۳۹۶ مفقود گردیده است. کد۹۵۴ (ب): [71, 676, 303, 693]
- classified-ad: برگ سبز خودرو تیبا صندوق دار مدل ۱۳۹۴ رنگ سفید به شماره پلاک ایران ۴۴ ۳۵۱ ی ۶۴ مفقود گردیده است. کد۸۶۸ (ب): [579, 444, 797, 461]
- classified-ad: مجوز حمل سلاح شکاری آقای حمید ظهرابی با مشخصات سلاح ساچمه زنی دو لول سیستم ۱۲ مفقود و از درجه اعتبار ساقط است. کد۸۲۲ (ب): [1071, 619, 1289, 636]
- classified-ad: کارت خودرو پژو پارس مدل ۱۳۹۶ مفقود گردیده است. کد۹۶۵ (ب): [137, 904, 303, 912]
- legal-notice-code: م.الف ۲۰۲۰: [577, 1863, 608, 1870]
- legal-notice-line: ۹۲۶فرعی آقای حسین بخشی فرزند علیرضا نسبت به ششدانگ یک قطعه زمین با بنا تلقک احداثی به مساحت ۳۶۶ مترمربع خریداری از مالک رسمی برابر رای شماره ۱۴۰۴۶۰۳۱۰۱۹۰۰۰۴۷۸۴ مورخ ۱۴۰۴/۹/۲۰: [585, 1641, 1283, 1667]
- classified-ad: کارت هوشمند خودرو کیا ریو مدل ۱۳۸۸ شماره موتور G۴EE۸H۶۳۰۵۶۶ شماره شاسی KNADF۲۲۲۲۸۶۳۳۳۴۴۵ مفقود گردیده است. کد۸۴۰ (ب): [825, 376, 1043, 394]
- classified-ad: سند فروش،سند کمپانی مربوط به موتورسیکلت پیشرو پیام به رنگ قرمز به مدل ۱۳۹۵ به پلاک ۱۲۵۶۱-۶۸۷ به شماره تنه ۱۲۵۶۱*۹۵۸۳۸ به شماره موتور ۵۸۴۰۱۴۵۸ بنام صاحب سند علی عبداللهی ۳۶۹۶۳۶۳۷۱۴ مفقود گردیده و از درجه اعتبار ساقط می باشد. کد۸۱۱ (ب): [1071, 305, 1289, 341]
- classified-ad: برگ سبز مربوط به وانت زامیاد به مدل ۱۳۹۰ به پلاک ایران ۹۸۷۷ ۹۷ب به رنگ سفید روغنی به شماره موتور ۶۳۱۲۹۷ به شماره شاسی NAZPL۱۴۰TBO۳۳۶۱۸ بنام صاحب سند کیوان نیکپور مفقود گردیده و از درجه اعتبار ساقط می باشد. کد۸۰۷ (ب): [1071, 160, 1290, 187]
- classified-ad: سند کمپانی خودرو پژو ۴۰۵ اس ال ایکس مدل ۱۳۹۶ شماره موتور ۱۲۴K۰۷۱۸۴۸۶ مفقود گردیده است. کد۹۱۴ (ب): [331, 573, 552, 590]
- classified-ad: بدینوسیله به اطلاع می رساند مدارک خودرو مربوط به شرکت تولیدی سپاهان به شماره ثبت ۱۱۳۹۷ مفقود گردیده و از درجه اعتبار ساقط است. کد۸۹۹ (ب): [331, 237, 551, 254]
- legal-notice-body: [585, 1299, 1283, 1768]
- date-issue: شنبه ۲۵ بهمن ۱۴۰۴ | شماره ۲۱۲۵: [958, 72, 1176, 88]
- classified-ad: برگ سبز سواری تیبا هاچ بک مدل ۱۳۹۸ شماره پلاک ایران ۹۰ ۱۵۳ ه ۴۴ مفقود گردیده است. کد۹۲۹ (ب): [331, 891, 551, 908]
- classified-ad: سند کمپانی خودرو سواری هیوندای توسان مدل ۱۳۹۵ شماره موتور G۴KE۰۲۴۵۵۶ مفقود گردیده و از درجه اعتبار ساقط است. کد۹۰۶ (ب): [331, 394, 551, 411]
- classified-ad: کارت دانشجویی اینجانب مریم صادقی رشته مهندسی شیمی دانشگاه امیرکبیر مفقود گردیده و فاقد اعتبار است. کد۹۰۴ (ب): [331, 349, 551, 366]
- legal-notice-line: ۶۵۵فرعی آقای مرتضی گرجی مهلبانی فرزند اسحق نسبت به ششدانگ یک قطعه زمین با ساختمان به مساحت ۳۲/۶۸ مترمربع خریداری از محمود شیرزاد ورثه محمدعلی مالک رسمی برابر رای شماره ۱۴۰۴۶۰۳۱۰۱۹۰۰۰۴۷۸۳ مورخ ۱۴۰۴/۹/۱۹: [585, 1514, 1283, 1539]
- classified-ad: برگ سبز خودرو سواری دنا مدل ۱۳۹۸ شماره پلاک ایران ۱۰ ۴۴۵ ن ۲۲ مفقود گردیده است. کد۹۰۵ (ب): [331, 371, 552, 388]
- classified-ad: برگ سبز خودرو پژو ۴۰۵ مدل ۱۳۸۸ شماره موتور ۱۲۴۸۸۰۳۵۷۲۲ مفقود گردیده است. کد۹۶۱ (ب): [71, 833, 303, 850]
- ads-column-5: [62, 112, 312, 1874]
- legal-notice-line: ۶۵۵فرعی آقای سیدهادی حسینی فرزند سیدحسن نسبت به ششدانگ یک قطعه زمین با ساختمان به مساحت ۲۸/۵۳ مترمربع خریداری از محمود شیرزاد ورثه محمدعلی مالک رسمی برابر رای شماره ۱۴۰۴۶۰۳۱۰۱۹۰۰۰۴۷۸۲ مورخ ۱۴۰۴/۹/۲۰: [585, 1485, 1284, 1510]
- logo-text: اتحاد: [68, 51, 128, 86]
- legal-notice-id: شناسه آگهی: ۲۱۰۹۸۶۱: [1200, 1769, 1283, 1780]
- classified-ad: برگ کمپانی مربوط به وانت زامیاد به مدل ۱۳۹۰ به پلاک ایران ۹۸۷ ۷۷ب به رنگ سفید روغنی به شماره موتور ۶۳۱۲۹۷ به شماره شاسی NAZPL۱۴۰TBO۳۳۶۱۸ بنام صاحب سند کیوان نیکپور مفقود گردیده و از درجه اعتبار ساقط می باشد. کد۸۰۸ (ب): [1071, 192, 1289, 218]
- classified-ad: برگ سبز و کارت موتورسیکلت مربوط به نوع وسیله نقلیه: موتورسیکلت ، نام وسیله نقلیه: کبیر رنگ: قرمز سیستم: کبیر مدل ۱۳۹۰ شماره موتور ۰۰۲۷۵۲۷۱ به نام صاحب سند مفقود گردیده است. کد۸۹۵ (ب): [331, 120, 551, 146]
- page-header: [28, 42, 1298, 106]
- classified-ad: برگ سبز خودرو سواری جک S۵ مدل ۱۳۹۶ مفقود گردیده و از درجه اعتبار ساقط است. کد۹۲۷ (ب): [331, 855, 552, 872]
- classified-ad: برگ سبز خودرو پژو پارس مدل ۱۳۹۵ رنگ سفید شماره موتور ۱۲۴K۰۳۳۷۵۵۰ مفقود گردیده است. کد۹۰۳ (ب): [331, 326, 551, 344]
- classified-ad: سند کمپانی خودرو سواری هیوندای توسان مدل ۱۳۹۵ شماره موتور G۴KE۰۲۴۵۵۶ مفقود گردیده و از درجه اعتبار ساقط است. کد۸۶۷ (ب): [579, 421, 797, 438]
- classified-ad: برگ سبز کامیونت ایسوزو مدل ۱۳۹۳ رنگ سفید شماره موتور ۴۸۲۷۷۸ شماره شاسی NAGNPR۵۵۲E۹۰۰۶۳۸۸ مفقود و از درجه اعتبار ساقط است. کد۸۵۰ (ب): [825, 637, 1043, 654]
- classified-ad: کارت هوشمند سوخت و سند کمپانی و برگ سبز خودرو مربوط به نوع وسیله نقلیه: اتوبوس، نام وسیله نقلیه: ولوو رنگ خودرو: سفید، مدل ۱۳۹۴ شماره پلاک ایران ۵۵ ۶۴۳ ع ۴۷ مفقود گردیده است. کد۹۳۷ (ب): [71, 237, 303, 263]
- classified-ad: سند مالکیت و سند کمپانی و برگ سبز خودرو سواری پژو ۴۰۵ مدل ۱۳۸۹ شماره موتور ۱۲۴۸۹۰۲۶۰۷۸ مفقود گردیده و از درجه اعتبار ساقط است. کد۸۹۷ (ب): [331, 183, 551, 200]
- classified-ad: برگ سبز خودرو سواری دنا مدل ۱۳۹۸ شماره پلاک ایران ۱۰ ۴۴۵ ن ۲۲ شماره موتور ۱۲۴H۰۰۹۵۷۳۲ مفقود گردیده است. کد۸۶۶ (ب): [579, 399, 797, 416]
- legal-notice-line: تاریخ انتشار نوبت اول: ۱۴۰۴/۱۱/۱۰: [1157, 1741, 1283, 1752]
- legal-notice-line: لذا به موجب ماده ۳ قانون تعیین تکلیف وضعیت ثبتی اراضی و ساختمانهای فاقد سند رسمی و ماده ۱۳ آئین نامه مربوطه این آگهی در دو نوبت به فاصله ۱۵ روز از طریق این روزنامه محلی / کثیرالانتشار در شهرها منتشر و در روستاها علاوه بر انتشار آگهی رای هیات اعلامیه فاذ شدن یا عدم موفق به تبلیغ به آرای اعلام شده اعتراض داشته باشند باید از تاریخ انتشار اولین آگهی و در روستاها از تاریخ الصاق در محل ظرف مدت ۲ ماه اعتراض خود را به اداره ثبت اسناد و املاک محل تسلیم و رسید اخذ نمایند. معترض باید ظرف مدت یک ماه از تاریخ تسلیم اعتراض مبادرت به تقدیم دادخواست به دادگاه عمومی محل نماید و گواهی تقدیم دادخواست به اداره ثبت ارائه نماید. در صورت انقضای مهلت مذکور و عدم وصول اعتراض طبق مقررات سند مالکیت صادر خواهد شد و صدور سند مالکیت مانع از مراجعه متضرر به دادگاه نیست.: [584, 1670, 1284, 1738]
- legal-notice-line: همشهریان عزیز تا فرصت باقی است نسبت به تعیین اسناد دفتر چهای خود اقدام فرمایید: [909, 1301, 1283, 1311]
- classified-ad: برگ سبز خودرو رنو مگان مدل ۱۳۸۸ مفقود گردیده است. کد۹۳۱ (ب): [377, 935, 551, 943]
- classified-ad: سند کمپانی خودرو سواری سمند مدل ۱۳۹۰ مفقود گردیده است. کد۹۶۳ (ب): [113, 877, 303, 885]
- classified-ad: سند مالکیت خودرو سواری چری تیگو ۵ مدل ۱۳۹۷ مفقود گردیده است. کد۹۲۲ (ب): [344, 752, 551, 760]
- classified-ad: برگ سبز خودرو تیبا به مدل ۱۳۹۳ به پلاک ۲۹۸۲۲ ۶۷ ایران ۵۵ به رنگ نوک مدادی متالیک به شماره موتور M۱۵/۸۹۱۰۲۴۴ به شماره شاسی NAS۸۲۱۱۰۰۲۷۳۳۲۶ مفقود گردیده و از درجه اعتبار ساقط می باشد. کد۸۱۴ (ب): [1071, 346, 1289, 372]
- classified-ad: برگ سبز خودرو پیکان وانت مدل ۱۳۸۷ شماره پلاک ایران ۵۵ ۷۳۲ ل ۲۲ مفقود گردیده است. کد۹۱۷ (ب): [331, 640, 551, 657]
- classified-ad: سند کمپانی خودرو سواری پژو ۴۰۵ مدل ۱۳۹۰ رنگ خاکستری متالیک شماره موتور ۱۲۴۹۰۰۲۲۷۹۶ شماره شاسی NAAM۰۱CA۷BR۲۲۸۱۳۸ مفقود گردیده است. کد۸۶۲ (ب): [579, 300, 797, 326]
- legal-notice-title: آگهی قانون تعیین تکلیف وضعیت اراضی و ساختمانهای فاقد سند رسمی حوزه ثبتی فریدونکنار: [599, 1243, 1269, 1289]
- classified-ad: سند کمپانی خودرو نوع وسیله نقلیه : سواری شخصی ، نام وسیله نقلیه : TU۵ رنگ خودرو : سفید سیستم : پژو مدل ۱۳۹۸ شماره موتور ۱۶۵B۰۰۸۴۲۲۱ شماره شاسی NAAR۰۳FE۳KJ۴۴۵۱۰۰ مفقود گردیده است. کد۸۵۹ (ب): [579, 214, 797, 241]
- classified-ad: کارت هوشمند خودرو رسول خسروی با کد ملی ۰۰۲۶۳۷۳۷۳۷ فرزند یدالله خودرو پژو ۲۰۶ آبی سیر مدل ۱۳۹۷ ایران ۹۵ ۸۸۷ ل ۷۲ شماره شاسی NAAP۰۳ED۴HJ۰۳۴۶۵۶ مفقود گردیده است. کد۸۳۸ (ب): [825, 322, 1043, 349]
- classified-ad: برگ سبز خودروی پراید هاچ بک ۱۱۱ به مدل ۱۳۹۱ به پلاک ۱۹۲ ۴۷۹ ایران ۳۷ به رنگ سفید به شماره موتور ۴۲۵۵۰۹۱ به شماره شاسی S۱۴۳۲۲۹۱۱۰۵۲۰ بنام مکتب حسین فیضی مفقود گردیده و از درجه اعتبار ساقط است. کد۸۱۵ (ب): [1071, 378, 1289, 404]
- classified-ad: برگ سبز خودرو سواری ساینا مدل ۱۳۹۹ مفقود گردیده است. کد۹۶۶ (ب): [120, 917, 303, 925]
